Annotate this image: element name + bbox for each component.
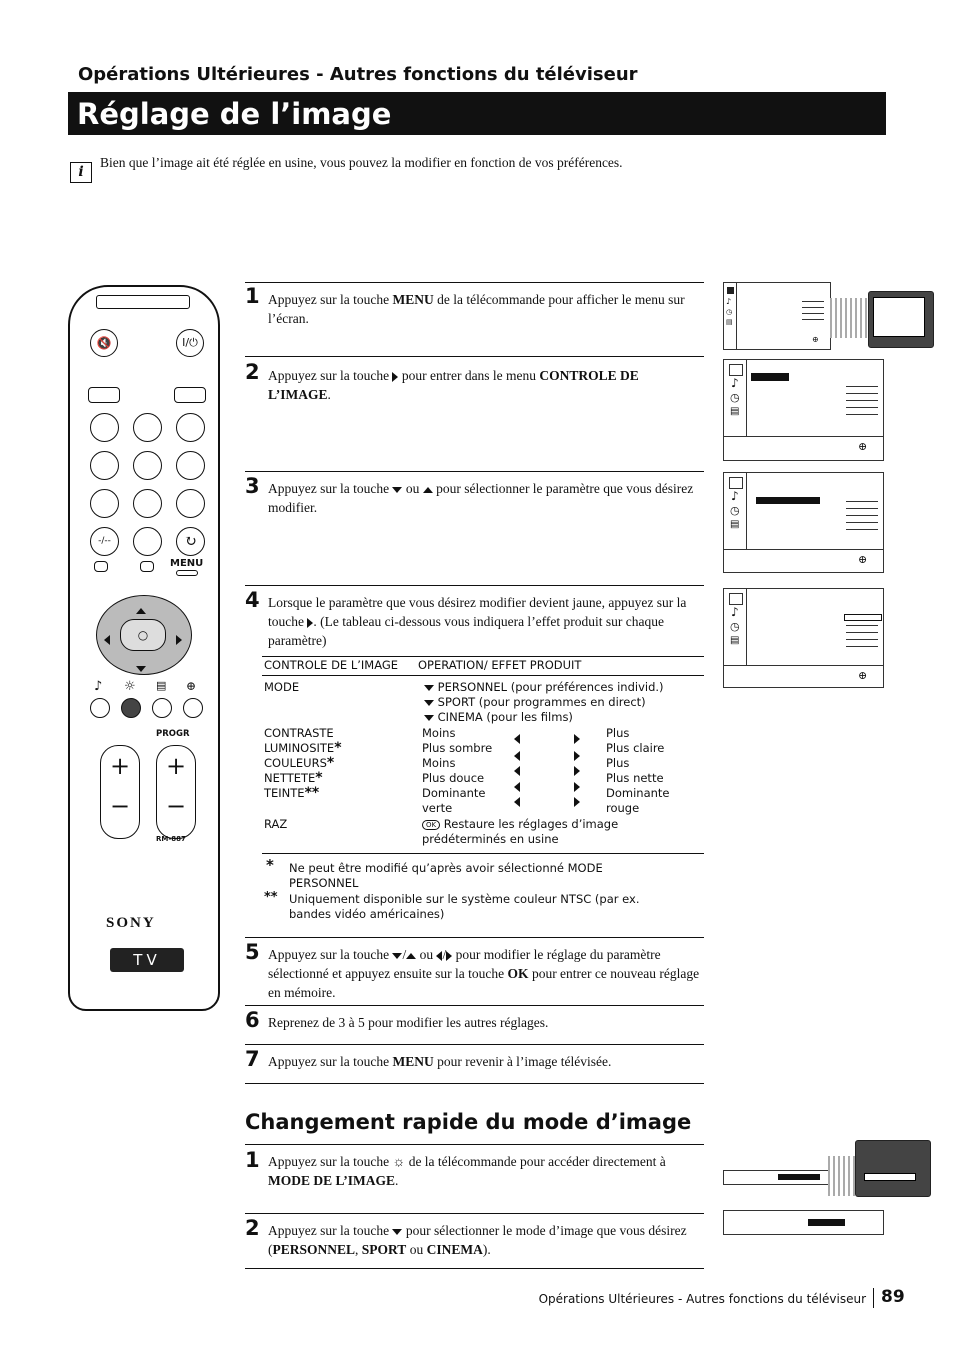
note-1: Ne peut être modifié qu’après avoir sélectionné MODE PERSONNEL xyxy=(289,861,603,890)
table-row-right: Plus nette xyxy=(606,771,664,785)
right-arrow-icon xyxy=(574,797,580,807)
rule-3 xyxy=(245,471,704,472)
quick-section-title: Changement rapide du mode d’image xyxy=(245,1110,692,1134)
tv-set-icon xyxy=(855,1140,931,1197)
rule-7 xyxy=(245,1044,704,1045)
step-2-number: 2 xyxy=(245,360,260,384)
navigate-icon: ⊕ xyxy=(812,335,819,344)
key-1 xyxy=(90,413,119,442)
step-4-text: Lorsque le paramètre que vous désirez modifier devient jaune, appuyez sur la touche . (Le tableau ci-dessous vous indiquera l’effet produit sur chaque paramètre) xyxy=(268,595,687,648)
left-arrows-column xyxy=(514,730,520,807)
screen-icon: ▤ xyxy=(156,679,167,692)
table-top-rule xyxy=(262,656,704,657)
step-2-text: Appuyez sur la touche pour entrer dans le menu CONTROLE DE L’IMAGE. xyxy=(268,368,639,402)
func-button-2 xyxy=(121,698,141,718)
table-notes-rule xyxy=(262,853,704,854)
rule-6 xyxy=(245,1005,704,1006)
menu-label: MENU xyxy=(170,558,204,569)
note-1-mark: * xyxy=(266,856,274,874)
step-1-number: 1 xyxy=(245,284,260,308)
step-7-number: 7 xyxy=(245,1047,260,1071)
page-number: 89 xyxy=(881,1287,905,1307)
ir-window xyxy=(96,295,190,309)
tv-set-icon xyxy=(868,291,934,348)
func-button-1 xyxy=(90,698,110,718)
navigate-icon: ⊕ xyxy=(858,669,868,682)
quick-mode-bar-1 xyxy=(723,1170,829,1185)
up-arrow-icon xyxy=(423,487,433,493)
volume-rocker: + − xyxy=(100,745,140,839)
table-row-left: Moins xyxy=(422,726,456,740)
table-row-right: Dominante rouge xyxy=(606,786,670,815)
func-button-4 xyxy=(183,698,203,718)
power-button: I/⏻ xyxy=(176,329,204,357)
table-row-label: NETTETE* xyxy=(264,770,323,786)
ok-button: ○ xyxy=(120,619,166,651)
quick-step-1-number: 1 xyxy=(245,1148,260,1172)
table-row-label: COULEURS* xyxy=(264,755,335,771)
table-mode-label: MODE xyxy=(264,680,300,694)
key-7 xyxy=(90,489,119,518)
note-2-mark: ** xyxy=(264,890,278,905)
table-header-effect: OPERATION/ EFFET PRODUIT xyxy=(418,658,582,672)
down-arrow-icon xyxy=(424,715,434,721)
down-arrow-icon xyxy=(392,1229,402,1235)
table-row-label: TEINTE** xyxy=(264,785,320,801)
step-1-text: Appuyez sur la touche MENU de la télécommande pour afficher le menu sur l’écran. xyxy=(268,292,685,326)
position-icon: ⊕ xyxy=(186,679,197,693)
up-arrow-icon xyxy=(406,953,416,959)
step-7-text: Appuyez sur la touche MENU pour revenir à l’image télévisée. xyxy=(268,1054,612,1069)
right-arrow-icon xyxy=(574,766,580,776)
footer-text: Opérations Ultérieures - Autres fonctions du téléviseur xyxy=(538,1292,866,1306)
right-arrows-column xyxy=(574,730,580,807)
section-header: Opérations Ultérieures - Autres fonctions du téléviseur xyxy=(78,64,638,85)
ok-icon: OK xyxy=(422,820,440,830)
table-header-rule xyxy=(262,675,704,676)
down-arrow-icon xyxy=(392,487,402,493)
right-arrow-icon xyxy=(574,751,580,761)
key-4 xyxy=(90,451,119,480)
table-raz-text: OK Restaure les réglages d’image prédéterminés en usine xyxy=(422,817,619,846)
note-2: Uniquement disponible sur le système couleur NTSC (par ex. bandes vidéo américaines) xyxy=(289,892,640,921)
down-arrow-icon xyxy=(392,953,402,959)
mode-option-sport: SPORT (pour programmes en direct) xyxy=(424,695,646,710)
table-row-left: Moins xyxy=(422,756,456,770)
left-arrow-icon xyxy=(514,797,520,807)
step-4-number: 4 xyxy=(245,588,260,612)
rule-4 xyxy=(245,585,704,586)
model-label: RM-887 xyxy=(156,835,186,843)
tv-label-plate xyxy=(110,948,184,972)
table-row-left: Dominante verte xyxy=(422,786,486,815)
mode-option-personnel: PERSONNEL (pour préférences individ.) xyxy=(424,680,664,695)
mute-button: 🔇 xyxy=(90,329,118,357)
zoom-connector xyxy=(830,298,868,338)
key-5 xyxy=(133,451,162,480)
table-row-left: Plus sombre xyxy=(422,741,493,755)
key-6 xyxy=(176,451,205,480)
key-2 xyxy=(133,413,162,442)
step-3-number: 3 xyxy=(245,474,260,498)
table-row-right: Plus claire xyxy=(606,741,665,755)
small-button-2 xyxy=(140,561,154,572)
table-row-right: Plus xyxy=(606,756,630,770)
key-3 xyxy=(176,413,205,442)
menu-button xyxy=(176,570,198,576)
program-rocker: + − xyxy=(156,745,196,839)
quick-step-2-text: Appuyez sur la touche pour sélectionner le mode d’image que vous désirez (PERSONNEL, SPORT ou CINEMA). xyxy=(268,1223,687,1257)
rule-8 xyxy=(245,1083,704,1084)
navigate-icon: ⊕ xyxy=(858,553,868,566)
right-arrow-icon xyxy=(574,734,580,744)
left-arrow-icon xyxy=(436,951,442,961)
dpad-left-icon xyxy=(104,629,110,648)
swap-button: ↻ xyxy=(176,527,205,556)
step-3-text: Appuyez sur la touche ou pour sélectionner le paramètre que vous désirez modifier. xyxy=(268,481,694,515)
sound-icon: ♪ xyxy=(94,679,103,694)
rule-top xyxy=(245,282,704,283)
picture-mode-icon: ☼ xyxy=(392,1155,406,1170)
remote-control-illustration xyxy=(68,285,220,1011)
tv-label: TV xyxy=(133,951,161,969)
table-row-right: Plus xyxy=(606,726,630,740)
step-6-text: Reprenez de 3 à 5 pour modifier les autres réglages. xyxy=(268,1015,549,1030)
left-arrow-icon xyxy=(514,734,520,744)
table-row-label: CONTRASTE xyxy=(264,726,334,740)
step-5-number: 5 xyxy=(245,940,260,964)
rule-5 xyxy=(245,937,704,938)
quick-rule-2 xyxy=(245,1213,704,1214)
table-header-param: CONTROLE DE L’IMAGE xyxy=(264,658,399,672)
info-icon: i xyxy=(70,162,92,183)
menu-screen-2: ♪ ◷ ▤ ⊕ xyxy=(723,359,884,461)
quick-step-1-text: Appuyez sur la touche ☼ de la télécommande pour accéder directement à MODE DE L’IMAGE. xyxy=(268,1154,666,1188)
teletext-button xyxy=(88,387,120,403)
key-0 xyxy=(133,527,162,556)
left-arrow-icon xyxy=(514,751,520,761)
key-9 xyxy=(176,489,205,518)
down-arrow-icon xyxy=(424,685,434,691)
quick-step-2-number: 2 xyxy=(245,1216,260,1240)
page-title: Réglage de l’image xyxy=(77,97,392,131)
menu-screen-3: ♪ ◷ ▤ ⊕ xyxy=(723,472,884,573)
progr-label: PROGR xyxy=(156,729,190,739)
brand-logo: SONY xyxy=(106,915,156,931)
menu-screen-1: ♪ ◷ ▤ ⊕ xyxy=(723,282,831,350)
table-raz-label: RAZ xyxy=(264,817,288,831)
double-digit-button: -/-- xyxy=(90,527,119,556)
dpad-down-icon xyxy=(136,658,146,677)
mode-option-cinema: CINEMA (pour les films) xyxy=(424,710,573,725)
menu-screen-4: ♪ ◷ ▤ ⊕ xyxy=(723,588,884,688)
small-button-1 xyxy=(94,561,108,572)
table-row-left: Plus douce xyxy=(422,771,485,785)
quick-rule-3 xyxy=(245,1268,704,1269)
down-arrow-icon xyxy=(424,700,434,706)
dpad-right-icon xyxy=(176,629,182,648)
input-button xyxy=(174,387,206,403)
left-arrow-icon xyxy=(514,782,520,792)
quick-mode-bar-2 xyxy=(723,1210,884,1235)
rule-2 xyxy=(245,356,704,357)
left-arrow-icon xyxy=(514,766,520,776)
intro-text: Bien que l’image ait été réglée en usine, vous pouvez la modifier en fonction de vos préférences. xyxy=(100,155,623,170)
quick-rule-1 xyxy=(245,1144,704,1145)
dpad-up-icon xyxy=(136,600,146,619)
func-button-3 xyxy=(152,698,172,718)
step-6-number: 6 xyxy=(245,1008,260,1032)
navigate-icon: ⊕ xyxy=(858,440,868,453)
table-row-label: LUMINOSITE* xyxy=(264,740,342,756)
key-8 xyxy=(133,489,162,518)
right-arrow-icon xyxy=(574,782,580,792)
step-5-text: Appuyez sur la touche / ou / pour modifier le réglage du paramètre sélectionné et appuyez ensuite sur la touche OK pour entrer ce nouveau réglage en mémoire. xyxy=(268,947,700,1000)
footer-divider xyxy=(873,1288,874,1308)
picture-icon: ☼ xyxy=(124,679,136,694)
